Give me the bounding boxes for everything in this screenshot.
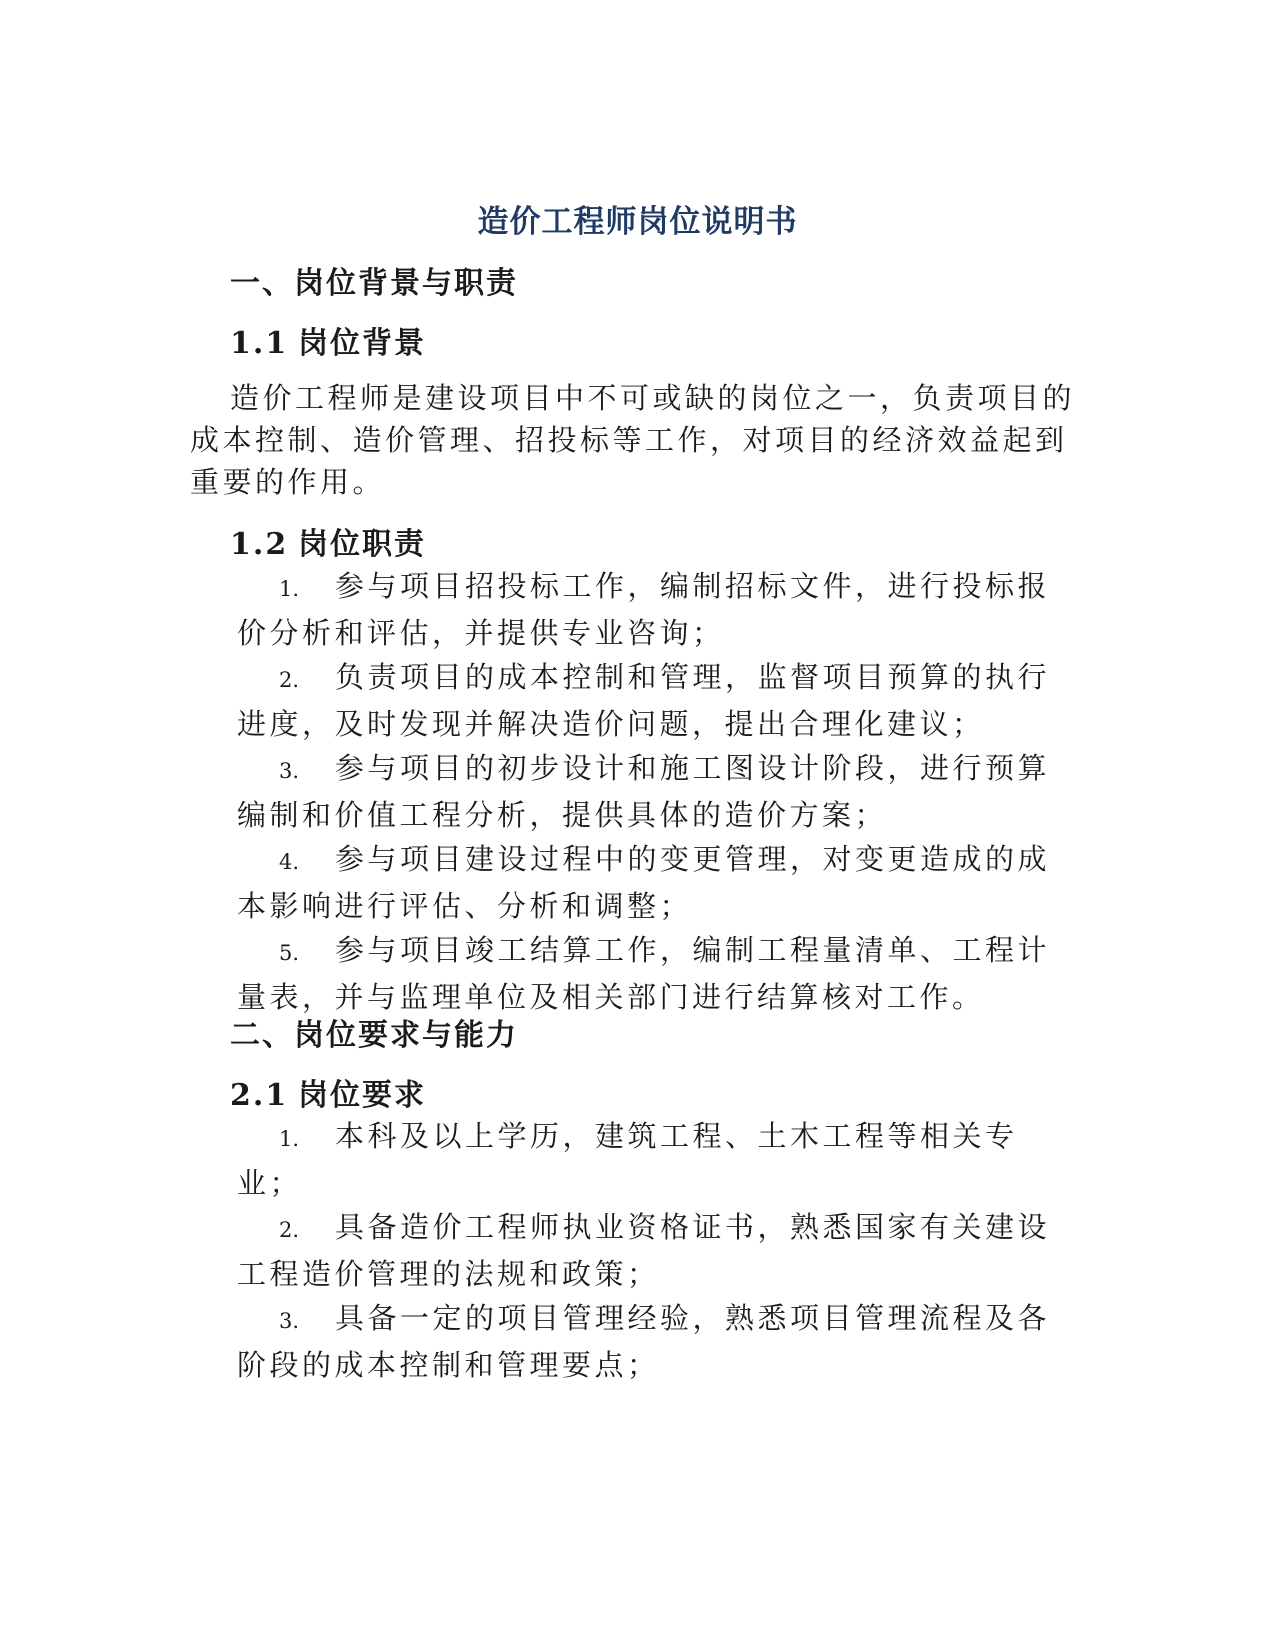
document-title: 造价工程师岗位说明书 [477, 204, 798, 240]
subsection-number: 1.2 [230, 527, 289, 562]
list-item: 5. 参与项目竣工结算工作，编制工程量清单、工程计量表，并与监理单位及相关部门进行结算核对工作。 [237, 933, 1051, 1014]
list-item: 1. 参与项目招投标工作，编制招标文件，进行投标报价分析和评估，并提供专业咨询； [237, 569, 1051, 650]
background-paragraph: 造价工程师是建设项目中不可或缺的岗位之一，负责项目的成本控制、造价管理、招投标等工作，对项目的经济效益起到重要的作用。 [190, 381, 1076, 499]
list-item: 3. 参与项目的初步设计和施工图设计阶段，进行预算编制和价值工程分析，提供具体的造价方案； [237, 751, 1051, 832]
subsection-number: 2.1 [230, 1078, 289, 1113]
list-item: 1. 本科及以上学历，建筑工程、土木工程等相关专业； [237, 1119, 1018, 1200]
subsection-title: 岗位要求 [298, 1078, 426, 1113]
subsection-title: 岗位背景 [298, 326, 426, 361]
subsection-number: 1.1 [230, 326, 289, 361]
section-heading-1: 一、岗位背景与职责 [230, 266, 518, 301]
subsection-heading-1-2 [230, 519, 426, 563]
subsection-heading-2-1 [230, 1070, 426, 1114]
section-heading-2: 二、岗位要求与能力 [230, 1018, 518, 1053]
list-item: 3. 具备一定的项目管理经验，熟悉项目管理流程及各阶段的成本控制和管理要点； [237, 1301, 1051, 1382]
duties-list [237, 564, 1077, 1019]
list-item: 2. 具备造价工程师执业资格证书，熟悉国家有关建设工程造价管理的法规和政策； [237, 1210, 1051, 1291]
list-item: 2. 负责项目的成本控制和管理，监督项目预算的执行进度，及时发现并解决造价问题，提出合理化建议； [237, 660, 1051, 741]
subsection-title: 岗位职责 [298, 527, 426, 562]
subsection-heading-1-1 [230, 318, 426, 362]
requirements-list [237, 1114, 1077, 1387]
list-item: 4. 参与项目建设过程中的变更管理，对变更造成的成本影响进行评估、分析和调整； [237, 842, 1051, 923]
